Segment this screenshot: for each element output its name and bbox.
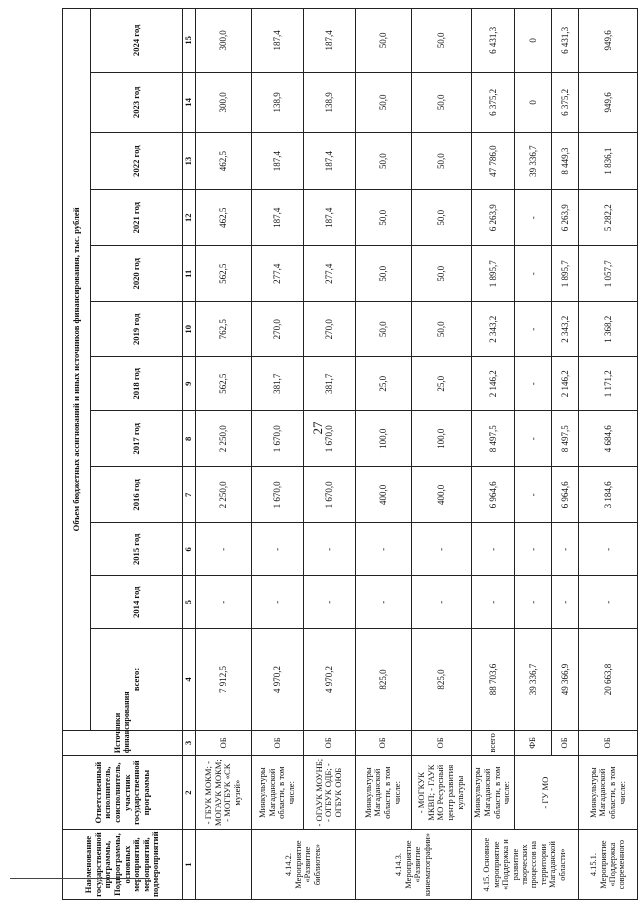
rotated-table-container (62, 8, 638, 900)
value-cell: 270,0 (303, 302, 355, 357)
value-cell: - (471, 523, 514, 576)
value-cell: 50,0 (355, 133, 411, 190)
value-cell: 400,0 (411, 467, 471, 523)
value-cell: 50,0 (355, 302, 411, 357)
value-cell: - (355, 523, 411, 576)
source-cell: ОБ (411, 730, 471, 755)
header-year: 2014 год (91, 576, 183, 629)
total-cell: 88 703,6 (471, 629, 514, 731)
col-number: 3 (183, 730, 196, 755)
program-name-cell: 4.15. Основное мероприятие «Поддержка и развитие творческих процессов на территории Магаданской области» (471, 830, 578, 900)
source-cell: всего (471, 730, 514, 755)
value-cell: 1 670,0 (251, 411, 303, 467)
col-number: 2 (183, 756, 196, 830)
responsible-cell: - ОГАУК МОУНБ; - ОГБУК ОДБ; - ОГБУК ОЮБ (303, 756, 355, 830)
value-cell: - (251, 576, 303, 629)
value-cell: 381,7 (251, 357, 303, 411)
value-cell: 6 431,3 (471, 9, 514, 73)
value-cell: - (514, 190, 551, 246)
value-cell: 270,0 (251, 302, 303, 357)
value-cell: 2 250,0 (196, 467, 252, 523)
value-cell: 562,5 (196, 357, 252, 411)
value-cell: 381,7 (303, 357, 355, 411)
value-cell: 100,0 (411, 411, 471, 467)
value-cell: 1 670,0 (251, 467, 303, 523)
value-cell: 100,0 (355, 411, 411, 467)
value-cell: 1 368,2 (578, 302, 637, 357)
page-number: 27 (310, 421, 325, 435)
value-cell: - (411, 576, 471, 629)
value-cell: - (551, 523, 578, 576)
value-cell: 3 184,6 (578, 467, 637, 523)
source-cell: ОБ (251, 730, 303, 755)
value-cell: 39 336,7 (514, 133, 551, 190)
value-cell: 2 343,2 (471, 302, 514, 357)
value-cell: 762,5 (196, 302, 252, 357)
value-cell: - (578, 576, 637, 629)
value-cell: 187,4 (303, 9, 355, 73)
source-cell: ОБ (551, 730, 578, 755)
value-cell: 462,5 (196, 190, 252, 246)
responsible-cell: Минкультуры Магаданской области, в том числе: (578, 756, 637, 830)
header-total: всего: (91, 629, 183, 731)
value-cell: 949,6 (578, 9, 637, 73)
value-cell: 300,0 (196, 72, 252, 132)
total-cell: 20 663,8 (578, 629, 637, 731)
col-number: 8 (183, 411, 196, 467)
header-year: 2019 год (91, 302, 183, 357)
program-name-cell (196, 830, 252, 900)
value-cell: 1 895,7 (471, 246, 514, 302)
responsible-cell: - ГУ МО (514, 756, 578, 830)
value-cell: 50,0 (411, 246, 471, 302)
value-cell: 6 964,6 (551, 467, 578, 523)
col-number: 12 (183, 190, 196, 246)
value-cell: 50,0 (411, 133, 471, 190)
total-cell: 825,0 (355, 629, 411, 731)
program-name-cell: 4.14.3. Мероприятие «Развитие кинематографии» (355, 830, 471, 900)
value-cell: - (514, 411, 551, 467)
value-cell: 8 497,5 (471, 411, 514, 467)
header-year: 2016 год (91, 467, 183, 523)
value-cell: 138,9 (303, 72, 355, 132)
value-cell: 50,0 (411, 72, 471, 132)
value-cell: - (514, 576, 551, 629)
value-cell: 300,0 (196, 9, 252, 73)
value-cell: 2 146,2 (471, 357, 514, 411)
value-cell: 277,4 (251, 246, 303, 302)
value-cell: - (411, 523, 471, 576)
value-cell: 50,0 (355, 246, 411, 302)
value-cell: - (514, 467, 551, 523)
total-cell: 4 970,2 (303, 629, 355, 731)
footnote-separator (10, 878, 150, 879)
value-cell: 187,4 (251, 133, 303, 190)
value-cell: - (551, 576, 578, 629)
value-cell: 8 497,5 (551, 411, 578, 467)
value-cell: - (514, 302, 551, 357)
value-cell: 4 684,6 (578, 411, 637, 467)
col-number: 7 (183, 467, 196, 523)
value-cell: 2 146,2 (551, 357, 578, 411)
header-year: 2023 год (91, 72, 183, 132)
col-number: 15 (183, 9, 196, 73)
source-cell: ОБ (355, 730, 411, 755)
total-cell: 39 336,7 (514, 629, 551, 731)
value-cell: 2 250,0 (196, 411, 252, 467)
program-name-cell: 4.15.1. Мероприятие «Поддержка современного (578, 830, 637, 900)
header-year: 2018 год (91, 357, 183, 411)
value-cell: - (355, 576, 411, 629)
header-year: 2015 год (91, 523, 183, 576)
header-year: 2021 год (91, 190, 183, 246)
value-cell: 949,6 (578, 72, 637, 132)
value-cell: 0 (514, 9, 551, 73)
value-cell: 50,0 (411, 302, 471, 357)
header-year: 2017 год (91, 411, 183, 467)
col-number: 13 (183, 133, 196, 190)
value-cell: - (514, 523, 551, 576)
table-row (411, 9, 471, 900)
header-responsible: Ответственный исполнитель, соисполнитель, участник государственной программы (63, 756, 183, 830)
responsible-cell: - ГБУК МОКМ; - МОГАУК МОКМ; - МОГБУК «СК музей» (196, 756, 252, 830)
responsible-cell: Минкультуры Магаданской области, в том числе: (355, 756, 411, 830)
value-cell: - (578, 523, 637, 576)
value-cell: 6 964,6 (471, 467, 514, 523)
value-cell: 1 670,0 (303, 411, 355, 467)
col-number: 5 (183, 576, 196, 629)
value-cell: 187,4 (303, 190, 355, 246)
value-cell: 1 895,7 (551, 246, 578, 302)
value-cell: 8 449,3 (551, 133, 578, 190)
table-row (196, 9, 252, 900)
value-cell: - (303, 523, 355, 576)
value-cell: 400,0 (355, 467, 411, 523)
value-cell: 25,0 (355, 357, 411, 411)
value-cell: - (514, 246, 551, 302)
source-cell: ОБ (578, 730, 637, 755)
total-cell: 49 366,9 (551, 629, 578, 731)
value-cell: 47 786,0 (471, 133, 514, 190)
value-cell: 50,0 (355, 9, 411, 73)
col-number: 4 (183, 629, 196, 731)
value-cell: 138,9 (251, 72, 303, 132)
responsible-cell: - МОГКУК МКВП; - ГАУК МО Ресурсный центр развития культуры (411, 756, 471, 830)
value-cell: - (196, 576, 252, 629)
source-cell: ОБ (196, 730, 252, 755)
header-year: 2024 год (91, 9, 183, 73)
total-cell: 825,0 (411, 629, 471, 731)
col-number: 6 (183, 523, 196, 576)
header-source: Источники финансирования (63, 730, 183, 755)
header-volume: Объем бюджетных ассигнований и иных источников финансирования, тыс. рублей (63, 9, 91, 731)
table-row (251, 9, 303, 900)
value-cell: 5 282,2 (578, 190, 637, 246)
header-year: 2022 год (91, 133, 183, 190)
value-cell: - (514, 357, 551, 411)
value-cell: 6 263,9 (551, 190, 578, 246)
col-number: 10 (183, 302, 196, 357)
value-cell: 562,5 (196, 246, 252, 302)
value-cell: 187,4 (303, 133, 355, 190)
col-number: 14 (183, 72, 196, 132)
value-cell: 50,0 (411, 190, 471, 246)
value-cell: 277,4 (303, 246, 355, 302)
total-cell: 4 970,2 (251, 629, 303, 731)
header-program-name: Наименование государственной программы, Подпрограммы, основных мероприятий, мероприятий, подмероприятий (63, 830, 183, 900)
value-cell: - (196, 523, 252, 576)
financing-table (62, 8, 638, 900)
value-cell: 6 375,2 (551, 72, 578, 132)
table-row (355, 9, 411, 900)
value-cell: 1 171,2 (578, 357, 637, 411)
value-cell: 462,5 (196, 133, 252, 190)
value-cell: 25,0 (411, 357, 471, 411)
program-name-cell: 4.14.2. Мероприятие «Развитие библиотек» (251, 830, 355, 900)
value-cell: 1 670,0 (303, 467, 355, 523)
table-row (514, 9, 551, 900)
table-row (471, 9, 514, 900)
table-row (303, 9, 355, 900)
value-cell: 6 375,2 (471, 72, 514, 132)
value-cell: 1 836,1 (578, 133, 637, 190)
value-cell: - (471, 576, 514, 629)
value-cell: 0 (514, 72, 551, 132)
value-cell: 6 263,9 (471, 190, 514, 246)
value-cell: 6 431,3 (551, 9, 578, 73)
header-year: 2020 год (91, 246, 183, 302)
source-cell: ФБ (514, 730, 551, 755)
source-cell: ОБ (303, 730, 355, 755)
col-number: 9 (183, 357, 196, 411)
value-cell: 187,4 (251, 9, 303, 73)
value-cell: 50,0 (355, 72, 411, 132)
col-number: 1 (183, 830, 196, 900)
table-row (578, 9, 637, 900)
col-number: 11 (183, 246, 196, 302)
value-cell: - (251, 523, 303, 576)
value-cell: 187,4 (251, 190, 303, 246)
value-cell: 50,0 (355, 190, 411, 246)
responsible-cell: Минкультуры Магаданской области, в том числе: (471, 756, 514, 830)
value-cell: 50,0 (411, 9, 471, 73)
value-cell: - (303, 576, 355, 629)
value-cell: 2 343,2 (551, 302, 578, 357)
responsible-cell: Минкультуры Магаданской области, в том числе: (251, 756, 303, 830)
total-cell: 7 912,5 (196, 629, 252, 731)
value-cell: 1 057,7 (578, 246, 637, 302)
